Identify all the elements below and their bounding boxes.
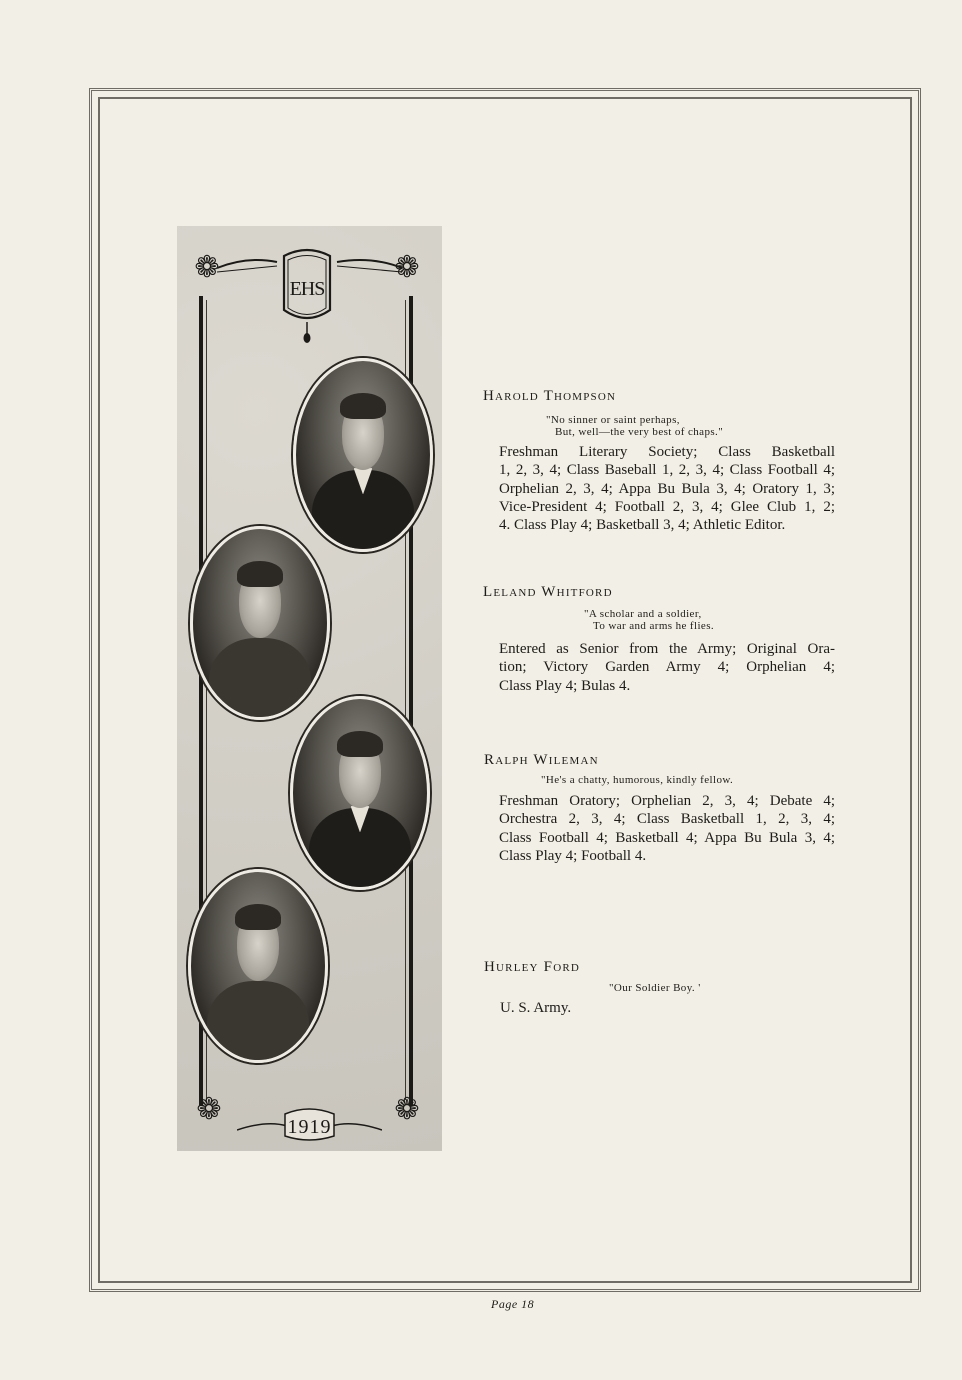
portrait-harold-thompson bbox=[293, 358, 433, 552]
student-quote-line: "Our Soldier Boy. ' bbox=[609, 982, 701, 994]
activities-line: tion; Victory Garden Army 4; Orphelian 4; bbox=[499, 659, 835, 676]
activities-line: Orphelian 2, 3, 4; Appa Bu Bula 3, 4; Oratory 1, 3; bbox=[499, 480, 835, 497]
page-number: Page 18 bbox=[491, 1297, 535, 1311]
activities-line: Orchestra 2, 3, 4; Class Basketball 1, 2, 3, 4; bbox=[499, 811, 835, 828]
year-banner bbox=[237, 1102, 382, 1142]
student-quote-line: "No sinner or saint perhaps, bbox=[546, 414, 680, 426]
activities-line: Class Play 4; Football 4. bbox=[499, 847, 647, 864]
activities-line: U. S. Army. bbox=[500, 1000, 572, 1016]
entry-harold-thompson bbox=[483, 388, 835, 534]
student-quote-line: To war and arms he flies. bbox=[593, 620, 715, 632]
portrait-hurley-ford bbox=[188, 869, 328, 1063]
monogram-text: EHS bbox=[289, 278, 325, 300]
rose-ornament-top-right-icon: ❁ bbox=[394, 251, 420, 284]
student-quote-line: But, well—the very best of chaps." bbox=[555, 426, 724, 438]
year-text: 1919 bbox=[287, 1116, 332, 1138]
activities-line: 4. Class Play 4; Basketball 3, 4; Athletic Editor. bbox=[499, 517, 786, 534]
student-name: Hurley Ford bbox=[484, 959, 581, 975]
student-name: Ralph Wileman bbox=[484, 752, 599, 768]
activities-line: 1, 2, 3, 4; Class Baseball 1, 2, 3, 4; Class Football 4; bbox=[499, 462, 835, 479]
entry-leland-whitford bbox=[483, 584, 835, 695]
portrait-panel bbox=[177, 226, 442, 1151]
student-quote-line: "He's a chatty, humorous, kindly fellow. bbox=[541, 774, 734, 786]
top-scroll-ornament-icon bbox=[177, 226, 442, 286]
entry-hurley-ford bbox=[484, 959, 835, 1017]
activities-line: Freshman Literary Society; Class Basketball bbox=[499, 444, 835, 460]
activities-line: Freshman Oratory; Orphelian 2, 3, 4; Debate 4; bbox=[499, 793, 835, 809]
entry-ralph-wileman bbox=[484, 752, 835, 865]
rose-ornament-bottom-left-icon: ❁ bbox=[196, 1093, 222, 1126]
student-quote-line: "A scholar and a soldier, bbox=[584, 608, 702, 620]
rose-ornament-bottom-right-icon: ❁ bbox=[394, 1093, 420, 1126]
student-name: Leland Whitford bbox=[483, 584, 613, 600]
portrait-leland-whitford bbox=[190, 526, 330, 720]
activities-line: Class Play 4; Bulas 4. bbox=[499, 677, 631, 694]
student-name: Harold Thompson bbox=[483, 388, 617, 404]
activities-line: Entered as Senior from the Army; Original Ora- bbox=[499, 641, 835, 657]
portrait-ralph-wileman bbox=[290, 696, 430, 890]
activities-line: Vice-President 4; Football 2, 3, 4; Glee Club 1, 2; bbox=[499, 498, 835, 515]
activities-line: Class Football 4; Basketball 4; Appa Bu Bula 3, 4; bbox=[499, 829, 835, 846]
rose-ornament-top-left-icon: ❁ bbox=[194, 251, 220, 284]
